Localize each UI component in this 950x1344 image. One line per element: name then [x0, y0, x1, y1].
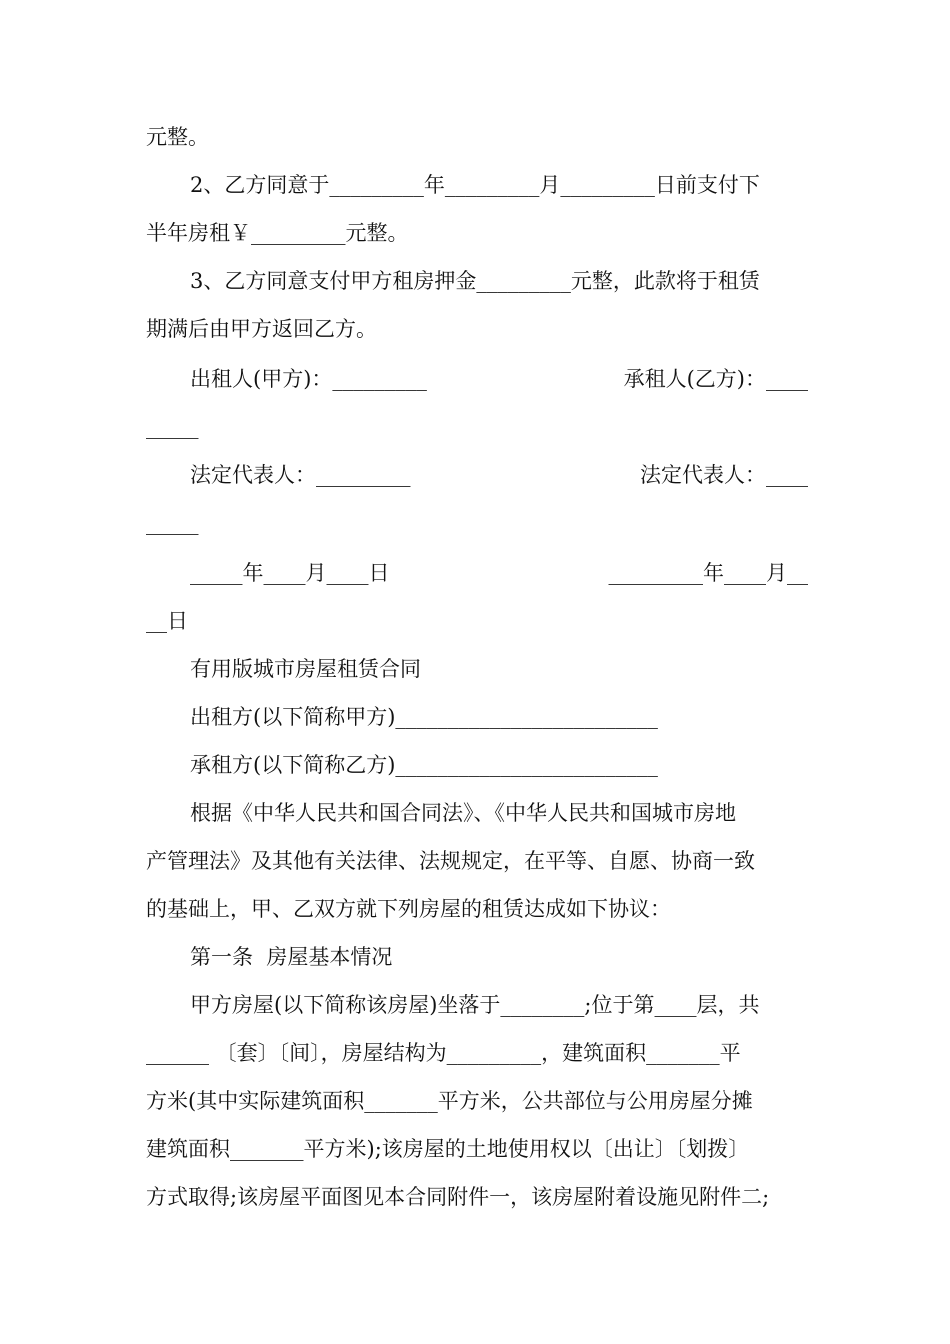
- lessor-date: _____年____月____日: [190, 561, 390, 585]
- contract-title: 有用版城市房屋租赁合同: [190, 657, 421, 681]
- document-page: [146, 0, 808, 1344]
- signature-continuation: __日: [146, 609, 188, 633]
- text-line: 2、乙方同意于_________年_________月_________日前支付下: [190, 173, 760, 197]
- party-a-line: 出租方(以下简称甲方)_________________________: [190, 705, 658, 729]
- signature-row-lessor: [146, 362, 808, 396]
- text-line: 期满后由甲方返回乙方。: [146, 317, 377, 341]
- signature-continuation: _____: [146, 415, 199, 439]
- signature-row-date: [146, 556, 808, 590]
- lessee-signature: 承租人(乙方)：____: [623, 367, 808, 391]
- body-line: 根据《中华人民共和国合同法》、《中华人民共和国城市房地: [190, 801, 736, 825]
- party-b-line: 承租方(以下简称乙方)_________________________: [190, 753, 658, 777]
- article-line: ______ 〔套〕〔间〕，房屋结构为_________，建筑面积_______平: [146, 1041, 741, 1065]
- signature-continuation: _____: [146, 511, 199, 535]
- article-line: 方式取得;该房屋平面图见本合同附件一，该房屋附着设施见附件二;: [146, 1185, 770, 1209]
- text-line: 3、乙方同意支付甲方租房押金_________元整，此款将于租赁: [190, 269, 760, 293]
- text-line: 元整。: [146, 125, 209, 149]
- signature-row-representative: [146, 458, 808, 492]
- lessor-representative: 法定代表人：_________: [190, 463, 411, 487]
- article-line: 甲方房屋(以下简称该房屋)坐落于________;位于第____层，共: [190, 993, 760, 1017]
- article-line: 方米(其中实际建筑面积_______平方米，公共部位与公用房屋分摊: [146, 1089, 753, 1113]
- body-line: 的基础上，甲、乙双方就下列房屋的租赁达成如下协议：: [146, 897, 671, 921]
- lessee-representative: 法定代表人：____: [640, 463, 808, 487]
- body-line: 产管理法》及其他有关法律、法规规定，在平等、自愿、协商一致: [146, 849, 755, 873]
- article-line: 建筑面积_______平方米);该房屋的土地使用权以〔出让〕〔划拨〕: [146, 1137, 750, 1161]
- text-line: 半年房租￥_________元整。: [146, 221, 409, 245]
- lessor-signature: 出租人(甲方)：_________: [190, 367, 427, 391]
- lessee-date: _________年____月__: [608, 561, 808, 585]
- article-title: 第一条 房屋基本情况: [190, 945, 393, 969]
